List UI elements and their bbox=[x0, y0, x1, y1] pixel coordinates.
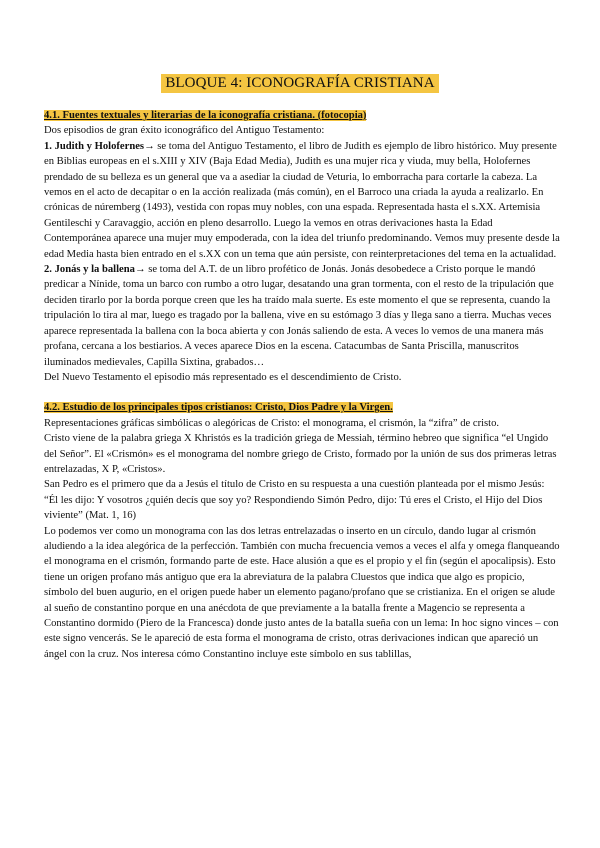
section1-intro: Dos episodios de gran éxito iconográfico del Antiguo Testamento: bbox=[44, 125, 325, 137]
section1-heading: 4.1. Fuentes textuales y literarias de la iconografía cristiana. (fotocopia) bbox=[44, 110, 367, 121]
section2-heading-line bbox=[44, 400, 560, 415]
item1-text: → se toma del Antiguo Testamento, el libro de Judith es ejemplo de libro histórico. Muy presente en Biblias europeas en el s.XIII y XIV (Baja Edad Media), Judith es una mujer rica y viuda, muy bella, Holofernes prendado de su belleza es un general que va a asediar la ciudad de Veturia, lo emborracha para cortarle la cabeza. La vemos en el acto de decapitar o en la acción realizada (más común), en el Barroco una criada la ayuda a realizarlo. En crónicas de núremberg (1493), vestida con ropas muy nobles, con una espada. Representada hasta el s.XX. Artemisia Gentileschi y Caravaggio, acción en pleno desarrollo. Luego la vemos en otras derivaciones hasta la Edad Contemporánea aparece una mujer muy empoderada, con la idea del triunfo predominando. Vemos muy presente desde la edad Media hasta bien entrado en el s.XX con un tema que aún persiste, con reinterpretaciones del tema en la actualidad. bbox=[44, 140, 560, 260]
document-body bbox=[44, 108, 560, 662]
item2-text: → se toma del A.T. de un libro profético de Jonás. Jonás desobedece a Cristo porque le mandó predicar a Nínide, toma un barco con rumbo a otro lugar, desatando una gran tormenta, con el resto de la tripulación que deciden tirarlo por la borda porque creen que les ha traído mala suerte. Es este momento el que se representa, cuando la tripulación lo tira al mar, luego es tragado por la ballena, vive en su estómago 3 días y llega sano a tierra. Muchas veces aparece representada la ballena con la boca abierta y con Jonás saliendo de esta. A veces lo vemos de una manera más profana, cercana a los bestiarios. A veces aparece Dios en la escena. Catacumbas de Santa Priscilla, manuscritos iluminados medievales, Capilla Sixtina, grabados… bbox=[44, 264, 554, 368]
section2-p3: San Pedro es el primero que da a Jesús el título de Cristo en su respuesta a una cuestión planteada por el mismo Jesús: “Él les dijo: Y vosotros ¿quién decís que soy yo? Respondiendo Simón Pedro, dijo: Tú eres el Cristo, el Hijo del Dios viviente” (Mat. 1, 16) bbox=[44, 479, 545, 522]
section1-item2 bbox=[44, 262, 560, 370]
section1-closing: Del Nuevo Testamento el episodio más representado es el descendimiento de Cristo. bbox=[44, 371, 402, 383]
section2-heading: 4.2. Estudio de los principales tipos cristianos: Cristo, Dios Padre y la Virgen. bbox=[44, 402, 393, 414]
section1-heading-line bbox=[44, 108, 560, 123]
page-title: BLOQUE 4: ICONOGRAFÍA CRISTIANA bbox=[161, 74, 438, 93]
section2-p4: Lo podemos ver como un monograma con las dos letras entrelazadas o inserto en un círculo, dando lugar al crismón aludiendo a la idea alegórica de la perfección. También con mucha frecuencia vemos a veces el alfa y omega flanqueando el monograma en el crismón, formando parte de este. Hace alusión a que es el propio y el fin (según el apocalipsis). Esto tiene un origen profano más antiguo que era la abreviatura de la palabra Cluestos que indica que algo es propicio, símbolo del buen augurio, en el origen puede haber un elemento pagano/profano que se cristianiza. En el origen se alude al sueño de constantino porque en una anécdota de que previamente a la batalla frente a Magencio se representa a Constantino dormido (Piero de la Francesca) donde justo antes de la batalla sueña con un lema: In hoc signo vinces – con este signo vencerás. Se le apareció de esta forma el monograma de cristo, otras derivaciones indican que apareció un ángel con la cruz. Nos interesa cómo Constantino incluye este símbolo en sus tablillas, bbox=[44, 525, 560, 660]
section1-item1 bbox=[44, 139, 560, 262]
item2-label: 2. Jonás y la ballena bbox=[44, 264, 135, 276]
item1-label: 1. Judith y Holofernes bbox=[44, 140, 145, 152]
title-wrap bbox=[0, 74, 600, 93]
section-gap bbox=[44, 385, 560, 400]
section2-p2: Cristo viene de la palabra griega X Khristós es la tradición griega de Messiah, término hebreo que significa “el Ungido del Señor”. El «Crismón» es el monograma del nombre griego de Cristo, formado por la unión de sus dos primeras letras entrelazadas, X P, «Cristos». bbox=[44, 433, 557, 475]
section2-p1: Representaciones gráficas simbólicas o alegóricas de Cristo: el monograma, el crismón, la “zifra” de cristo. bbox=[44, 417, 500, 429]
